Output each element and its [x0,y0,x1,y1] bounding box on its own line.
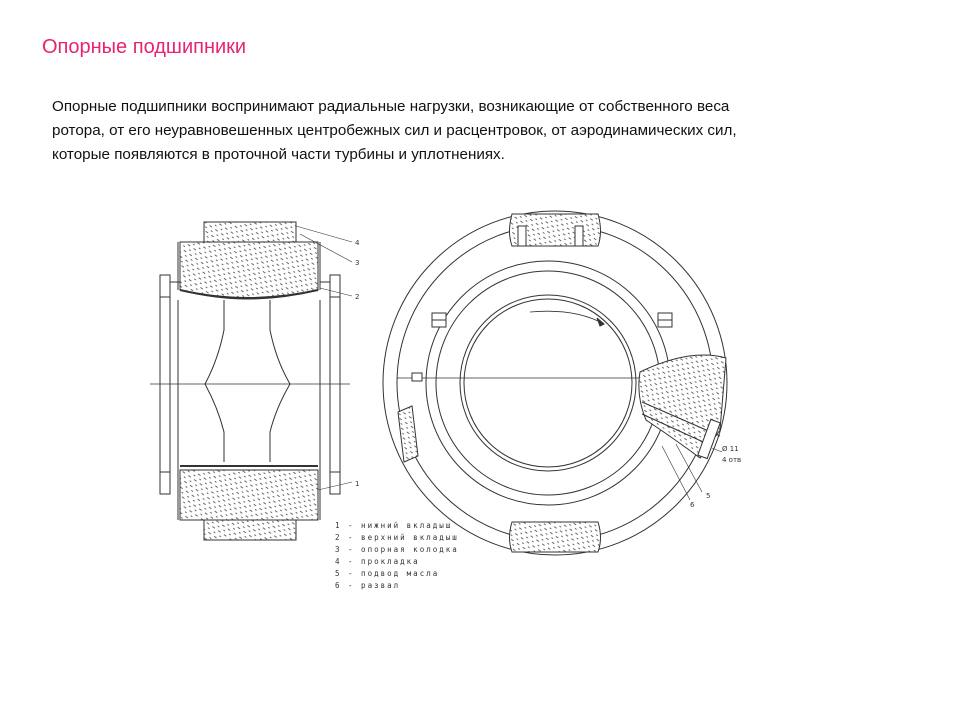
callout-2: 2 [355,293,360,301]
paragraph-line: Опорные подшипники воспринимают радиальные нагрузки, возникающие от собственного веса [52,98,730,115]
end-view [383,211,727,555]
bottom-pad [204,520,296,540]
callout-6: 6 [690,501,695,509]
legend [335,521,459,590]
dimension-hole-diameter: Ø 11 [722,445,739,453]
slide-title: Опорные подшипники [42,36,247,58]
callout-4: 4 [355,239,360,247]
section-view [150,222,352,540]
callout-5: 5 [706,492,711,500]
legend-item: 5 - подвод масла [335,569,440,578]
end-bottom-pad [510,522,601,552]
legend-item: 2 - верхний вкладыш [335,533,459,542]
callout-1: 1 [355,480,360,488]
upper-liner [180,242,318,299]
paragraph-line: которые появляются в проточной части турбины и уплотнениях. [52,146,505,163]
top-pad [204,222,296,242]
lower-liner [180,470,318,520]
callout-3: 3 [355,259,360,267]
legend-item: 1 - нижний вкладыш [335,521,453,530]
dimension-hole-count: 4 отв [722,456,742,464]
legend-item: 3 - опорная колодка [335,545,459,554]
legend-item: 6 - развал [335,581,401,590]
paragraph-line: ротора, от его неуравновешенных центробежных сил и расцентровок, от аэродинамических сил, [52,122,737,139]
legend-item: 4 - прокладка [335,557,420,566]
